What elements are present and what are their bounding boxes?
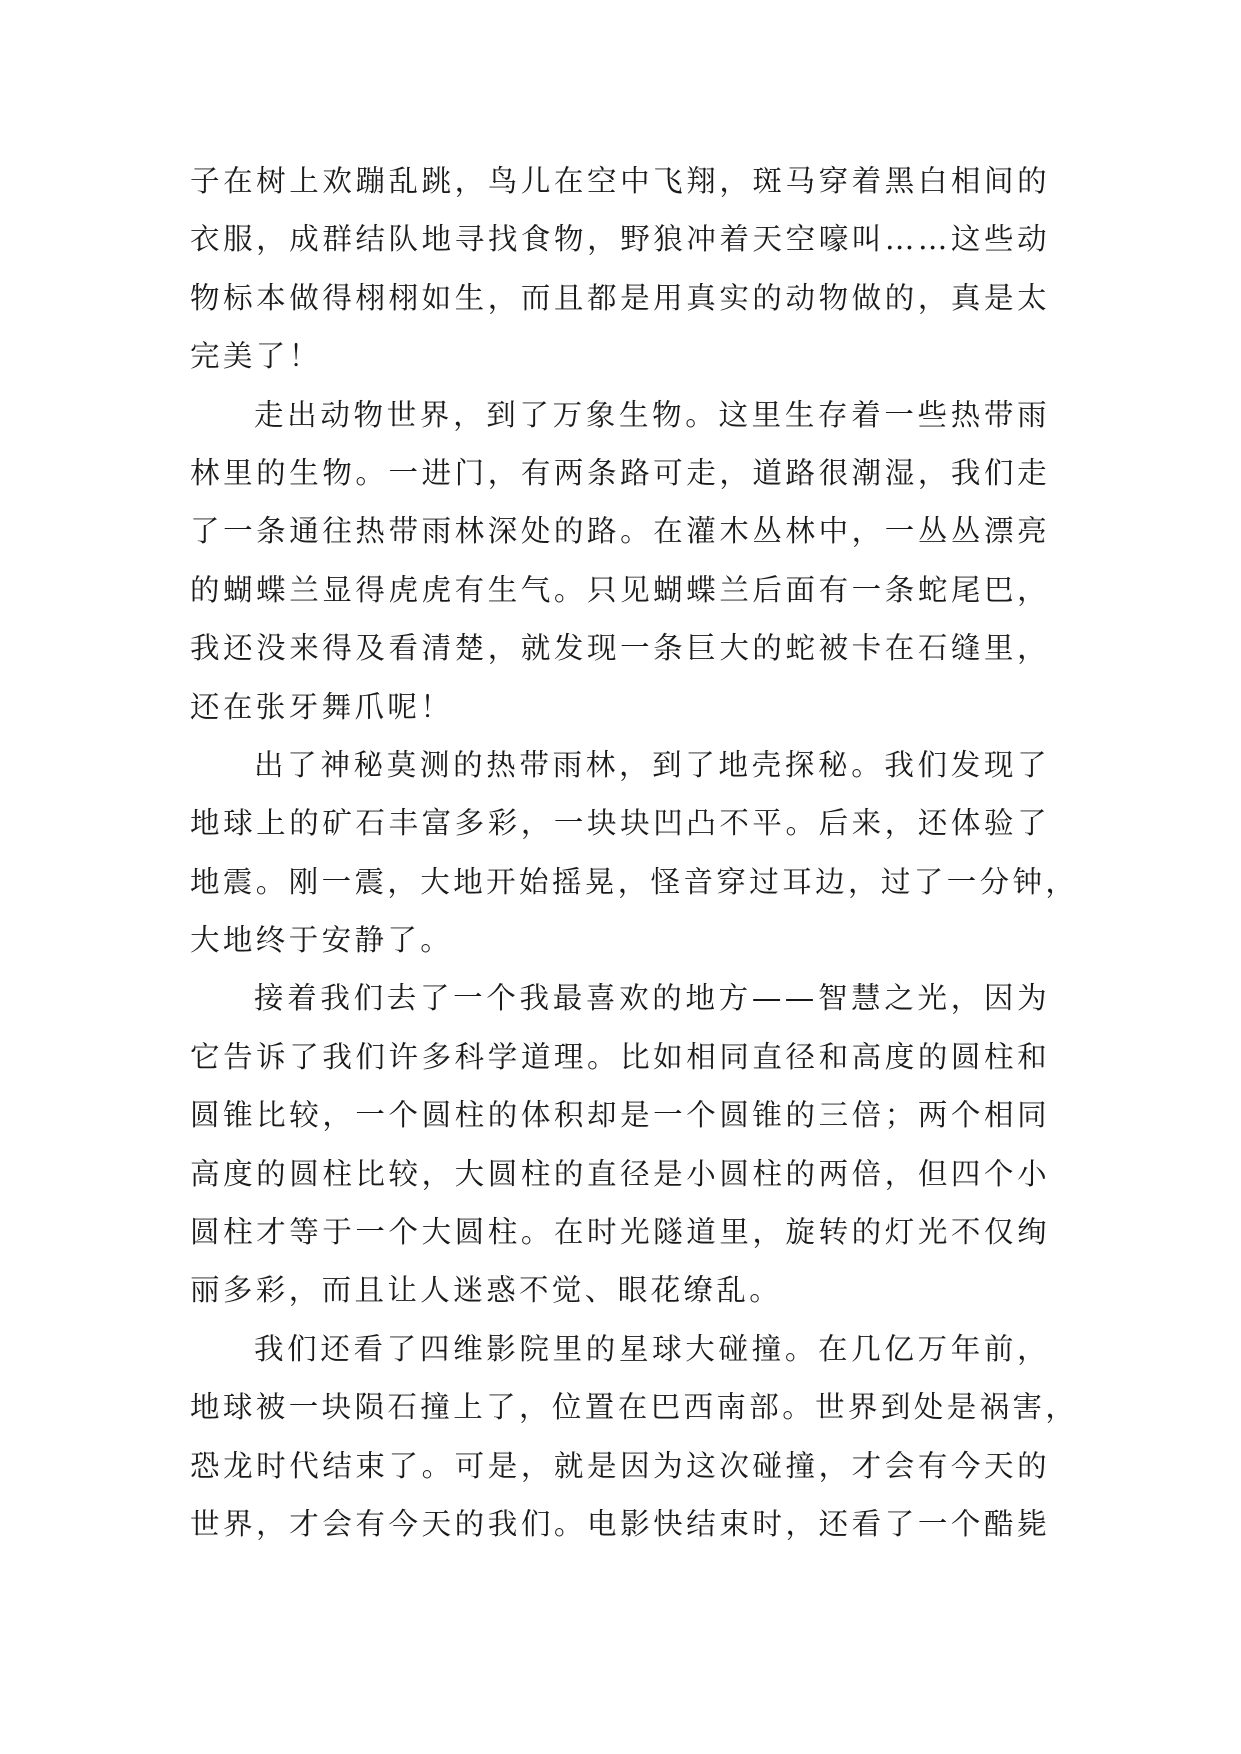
text-line: 它告诉了我们许多科学道理。比如相同直径和高度的圆柱和 [190,1039,1050,1074]
text-line: 我还没来得及看清楚，就发现一条巨大的蛇被卡在石缝里， [190,631,1050,666]
text-line: 了一条通往热带雨林深处的路。在灌木丛林中，一丛丛漂亮 [190,514,1050,549]
text-line: 世界，才会有今天的我们。电影快结束时，还看了一个酷毙 [190,1506,1050,1541]
text-line: 丽多彩，而且让人迷惑不觉、眼花缭乱。 [190,1273,783,1308]
text-line: 子在树上欢蹦乱跳，鸟儿在空中飞翔，斑马穿着黑白相间的 [190,164,1050,198]
text-line: 物标本做得栩栩如生，而且都是用真实的动物做的，真是太 [190,280,1050,315]
paragraph-start-line: 我们还看了四维影院里的星球大碰撞。在几亿万年前， [254,1331,1050,1366]
paragraph-start-line: 出了神秘莫测的热带雨林，到了地壳探秘。我们发现了 [254,747,1050,782]
body-text [190,152,1079,1553]
text-line: 地球上的矿石丰富多彩，一块块凹凸不平。后来，还体验了 [190,806,1050,841]
paragraph-start-line: 接着我们去了一个我最喜欢的地方——智慧之光，因为 [254,981,1050,1016]
text-line: 完美了！ [190,339,322,374]
text-line: 的蝴蝶兰显得虎虎有生气。只见蝴蝶兰后面有一条蛇尾巴， [190,572,1050,607]
text-line: 恐龙时代结束了。可是，就是因为这次碰撞，才会有今天的 [190,1448,1050,1483]
text-line: 衣服，成群结队地寻找食物，野狼冲着天空嚎叫……这些动 [190,222,1050,257]
text-line: 地震。刚一震，大地开始摇晃，怪音穿过耳边，过了一分钟， [190,864,1079,899]
text-line: 圆柱才等于一个大圆柱。在时光隧道里，旋转的灯光不仅绚 [190,1215,1050,1250]
text-line: 地球被一块陨石撞上了，位置在巴西南部。世界到处是祸害， [190,1390,1079,1425]
text-line: 大地终于安静了。 [190,923,454,958]
paragraph-start-line: 走出动物世界，到了万象生物。这里生存着一些热带雨 [254,397,1050,432]
text-line: 还在张牙舞爪呢！ [190,689,454,724]
text-line: 圆锥比较，一个圆柱的体积却是一个圆锥的三倍；两个相同 [190,1098,1050,1133]
text-line: 林里的生物。一进门，有两条路可走，道路很潮湿，我们走 [190,455,1050,490]
text-line: 高度的圆柱比较，大圆柱的直径是小圆柱的两倍，但四个小 [190,1156,1050,1191]
